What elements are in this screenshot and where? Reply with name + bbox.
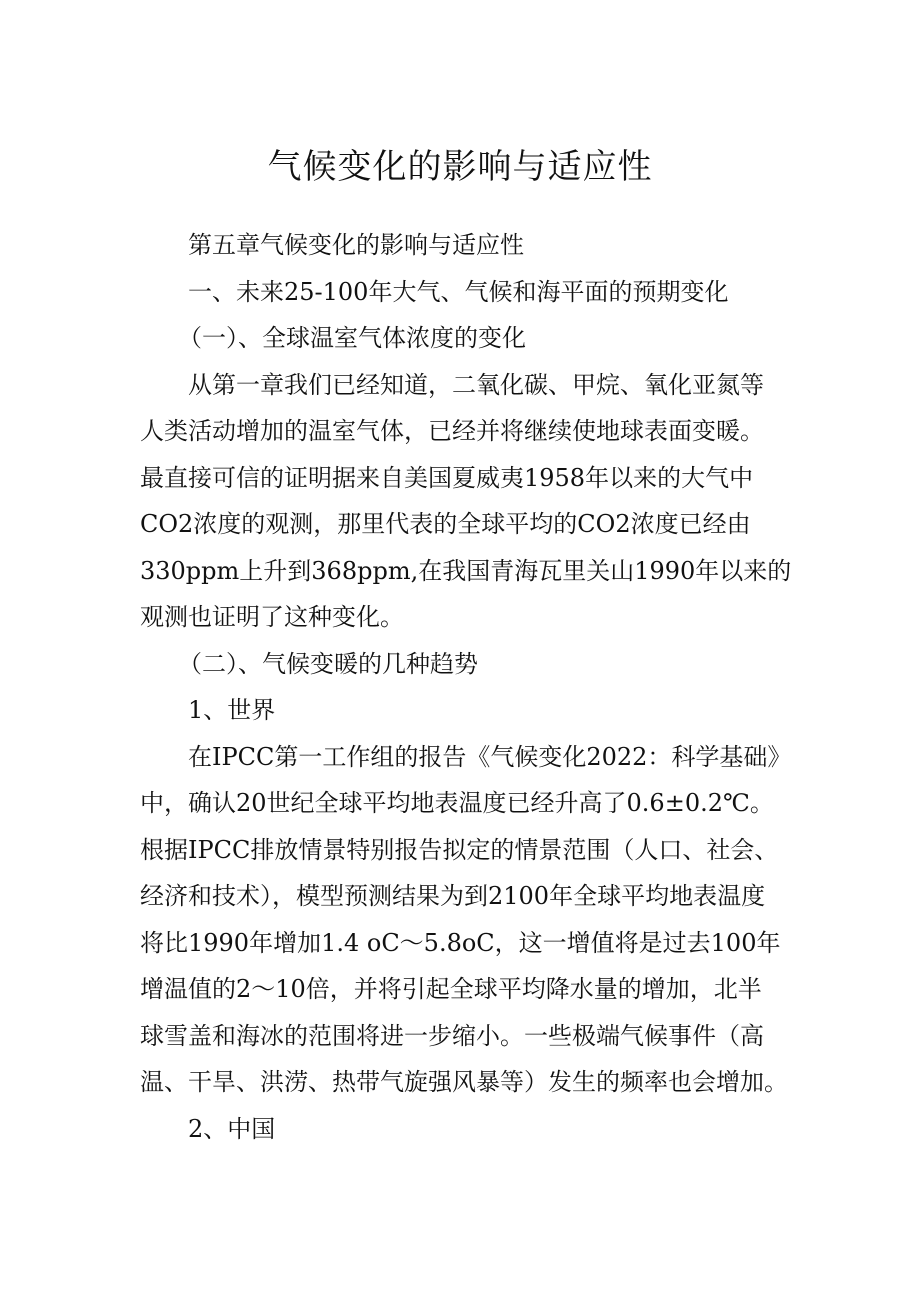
paragraph-line: 人类活动增加的温室气体，已经并将继续使地球表面变暖。 bbox=[140, 417, 764, 445]
paragraph-line: 在IPCC第一工作组的报告《气候变化2022：科学基础》 bbox=[188, 742, 792, 771]
paragraph-line: 最直接可信的证明据来自美国夏威夷1958年以来的大气中 bbox=[140, 463, 754, 492]
paragraph-world-warming bbox=[140, 734, 790, 1106]
paragraph-line: 球雪盖和海冰的范围将进一步缩小。一些极端气候事件（高 bbox=[140, 1021, 764, 1050]
paragraph-line: 根据IPCC排放情景特别报告拟定的情景范围（人口、社会、 bbox=[140, 835, 779, 864]
paragraph-line: 观测也证明了这种变化。 bbox=[140, 603, 404, 631]
document-body bbox=[140, 222, 790, 1152]
paragraph-line: 增温值的2～10倍，并将引起全球平均降水量的增加，北半 bbox=[140, 975, 762, 1003]
paragraph-line: 经济和技术），模型预测结果为到2100年全球平均地表温度 bbox=[140, 882, 766, 910]
section-heading: 一、未来25-100年大气、气候和海平面的预期变化 bbox=[188, 277, 729, 306]
subsection-heading: （二）、气候变暖的几种趋势 bbox=[178, 649, 478, 678]
paragraph-line: 温、干旱、洪涝、热带气旋强风暴等）发生的频率也会增加。 bbox=[140, 1068, 788, 1096]
item-heading: 1、世界 bbox=[188, 696, 276, 724]
subsection-heading: （一）、全球温室气体浓度的变化 bbox=[178, 324, 526, 352]
document-title: 气候变化的影响与适应性 bbox=[267, 147, 653, 187]
paragraph-line: 330ppm上升到368ppm,在我国青海瓦里关山1990年以来的 bbox=[140, 556, 792, 585]
paragraph-line: 从第一章我们已经知道，二氧化碳、甲烷、氧化亚氮等 bbox=[188, 370, 764, 399]
paragraph-line: CO2浓度的观测，那里代表的全球平均的CO2浓度已经由 bbox=[140, 510, 751, 538]
paragraph-line: 将比1990年增加1.4 oC～5.8oC，这一增值将是过去100年 bbox=[140, 928, 781, 957]
chapter-heading: 第五章气候变化的影响与适应性 bbox=[188, 231, 524, 259]
paragraph-greenhouse-gas bbox=[140, 362, 790, 641]
item-heading: 2、中国 bbox=[188, 1114, 276, 1143]
paragraph-line: 中，确认20世纪全球平均地表温度已经升高了0.6±0.2℃。 bbox=[140, 789, 774, 817]
